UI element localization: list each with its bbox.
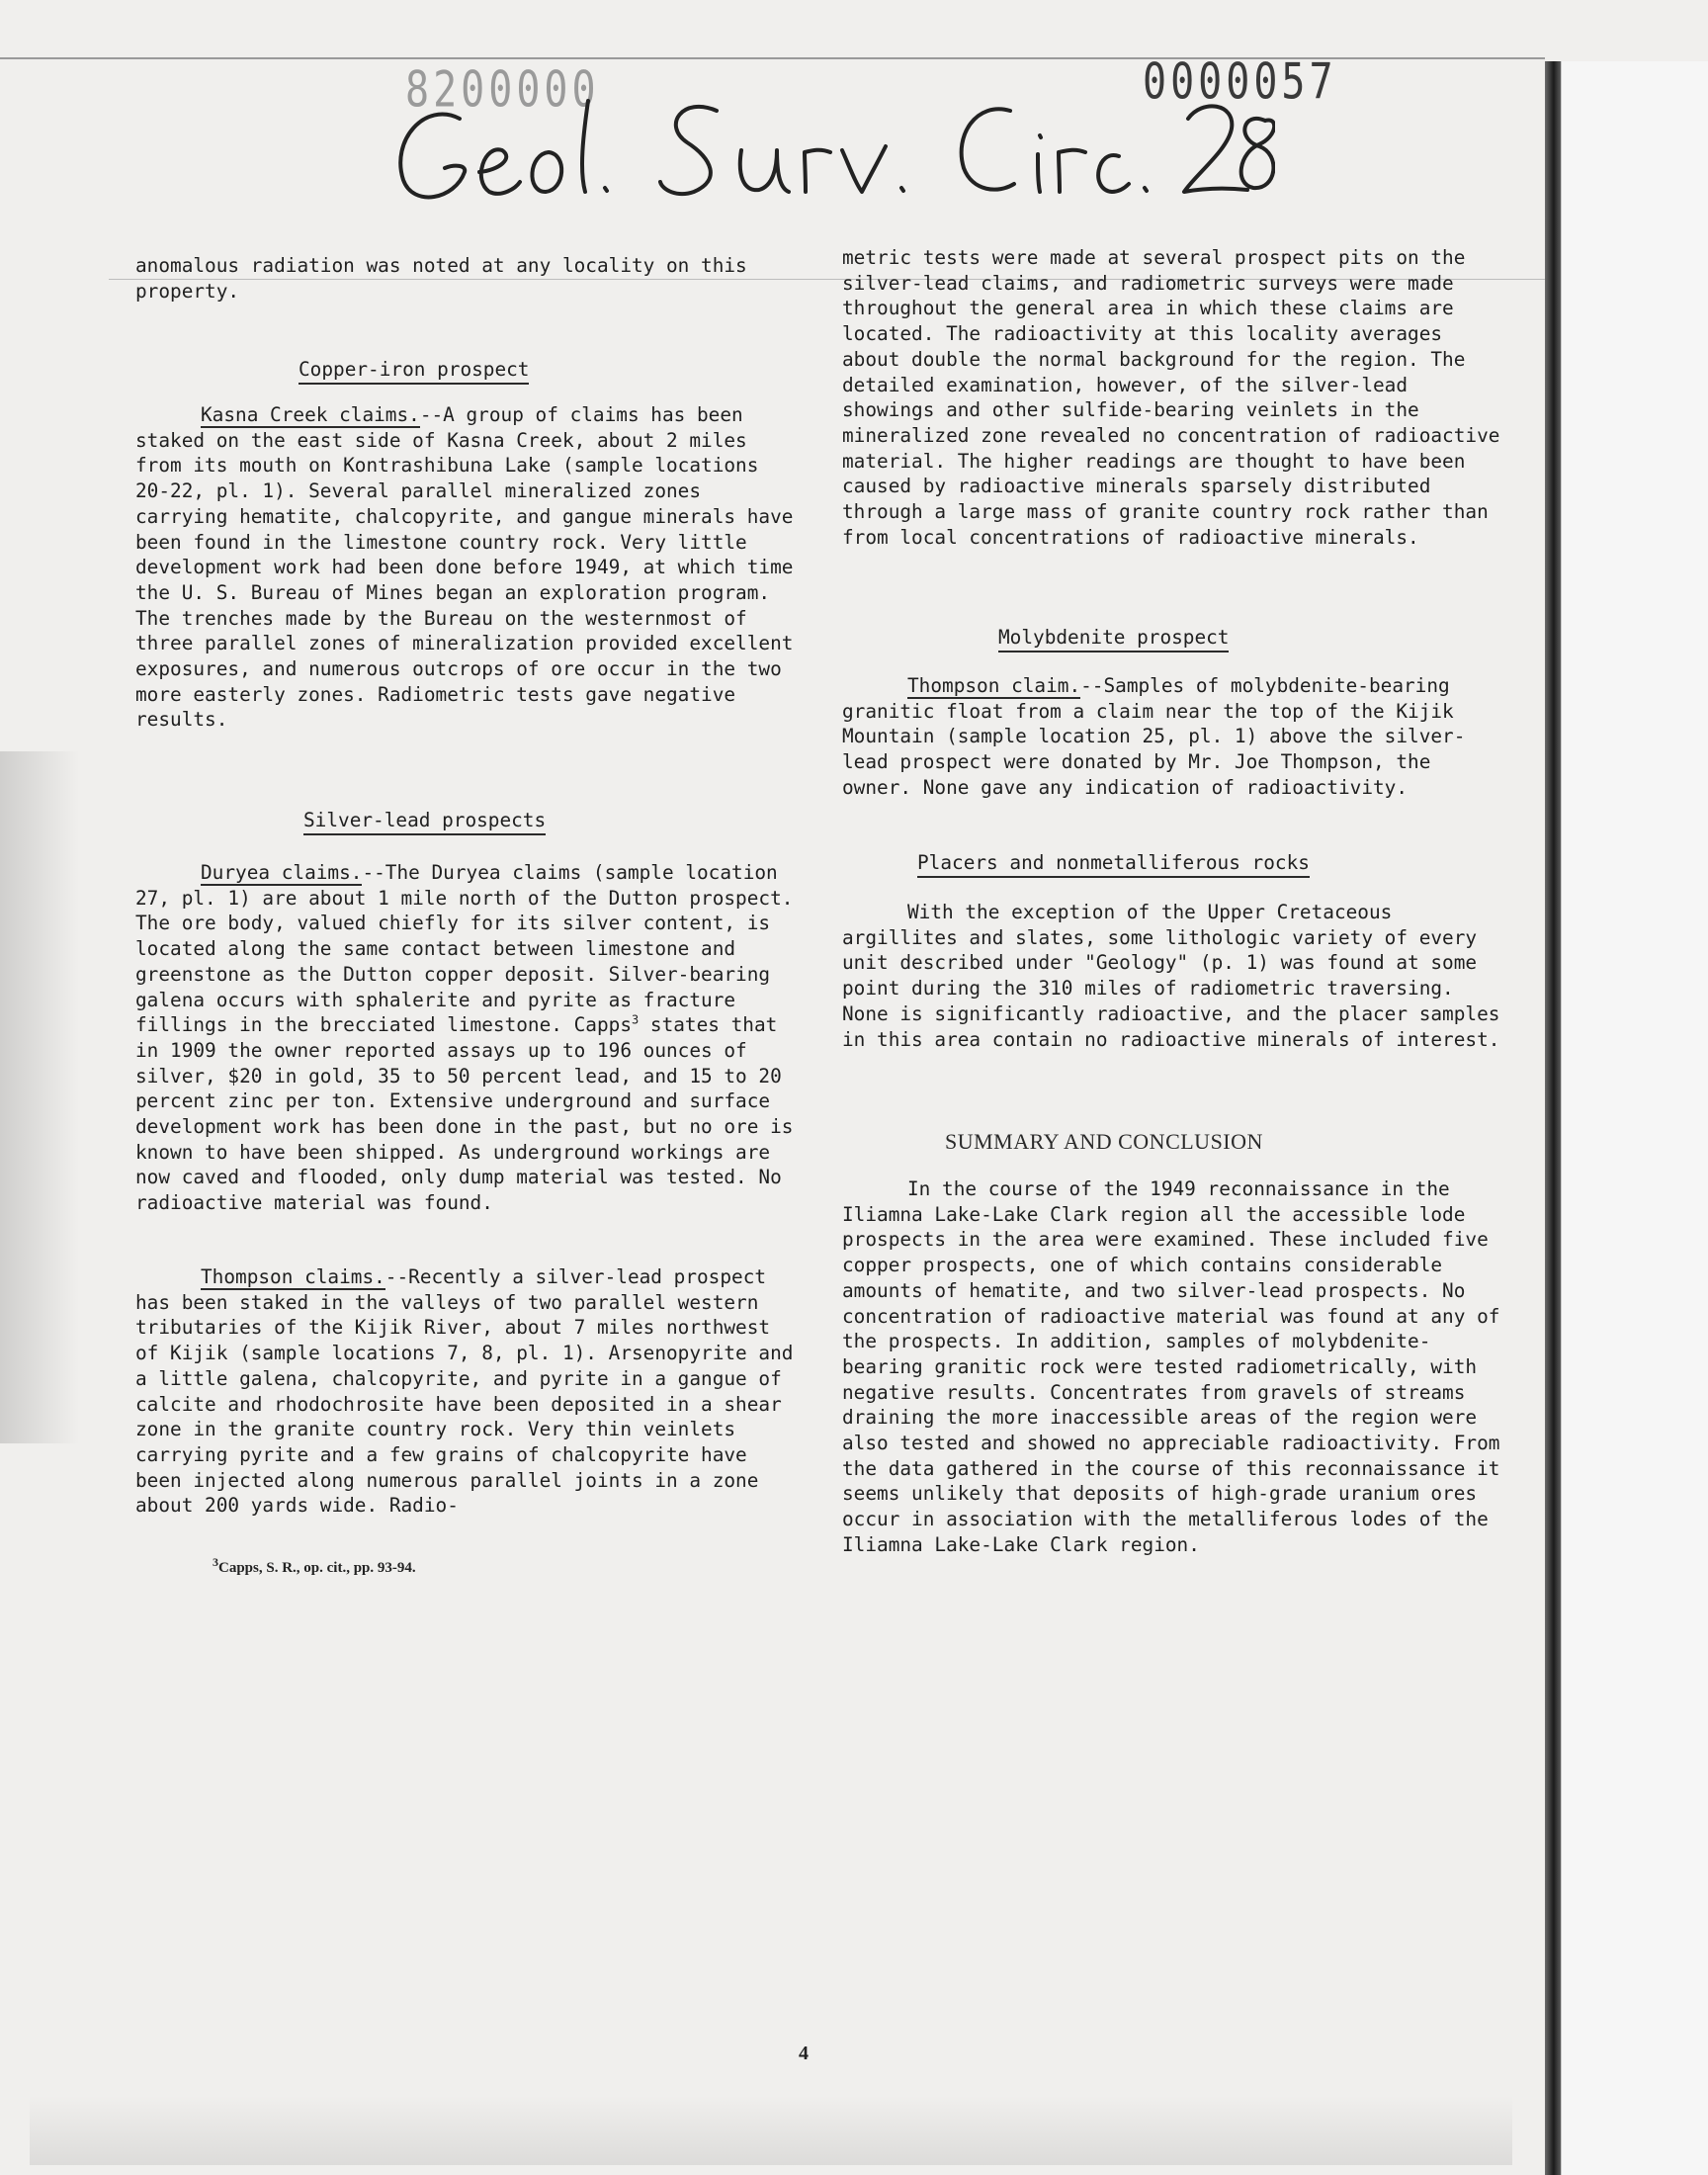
footnote-reference: 3 — [632, 1012, 640, 1027]
duryea-text-2: states that in 1909 the owner reported assays up to 196 ounces of silver, $20 in gold, 35 to 50 percent lead, and 15 to 20 percent zinc per ton. Extensive underground and surface development work has been done in the past, but no ore is known to have been shipped. As underground workings are now caved and flooded, only dump material was tested. No radioactive material was found. — [135, 1013, 794, 1215]
footnote — [213, 1555, 707, 1577]
summary-paragraph — [842, 1176, 1506, 1558]
stamp-code-left: 8200000 — [405, 61, 600, 119]
scan-smudge — [0, 751, 79, 1443]
placers-paragraph — [842, 900, 1506, 1052]
section-heading-placers: Placers and nonmetalliferous rocks — [917, 851, 1310, 878]
kasna-creek-paragraph — [135, 402, 798, 733]
right-continuation — [842, 245, 1506, 550]
molybdenite-section — [842, 673, 1506, 801]
claim-title-thompson: Thompson claims. — [201, 1265, 385, 1288]
summary-text: In the course of the 1949 reconnaissance in the Iliamna Lake-Lake Clark region all the accessible lode prospects in the area were examined. These included five copper prospects, one of which contains considerable amounts of hematite, and two silver-lead prospects. No concentration of radioactive material was found at any of the prospects. In addition, samples of molybdenite-bearing granitic rock were tested radiometrically, with negative results. Concentrates from gravels of streams draining the more inaccessible areas of the region were also tested and showed no appreciable radioactivity. From the data gathered in the course of this reconnaissance it seems unlikely that deposits of high-grade uranium ores occur in association with the metalliferous lodes of the Iliamna Lake-Lake Clark region. — [842, 1177, 1500, 1556]
left-intro — [135, 253, 798, 304]
thompson-claim-paragraph — [842, 673, 1506, 801]
thompson-claims-section — [135, 1264, 798, 1519]
placers-section — [842, 900, 1506, 1052]
section-heading-copper-iron: Copper-iron prospect — [299, 358, 529, 385]
claim-title-thompson-claim: Thompson claim. — [907, 674, 1081, 697]
copper-iron-section — [135, 402, 798, 733]
stamp-code-right: 0000057 — [1143, 53, 1337, 111]
handwritten-title — [385, 81, 1275, 210]
placers-text: With the exception of the Upper Cretaceous argillites and slates, some lithologic variety of every unit described under "Geology" (p. 1) was found at some point during the 310 miles of radiometric traversing. None is significantly radioactive, and the placer samples in this area contain no radioactive minerals of interest. — [842, 901, 1500, 1051]
scan-smudge-bottom — [30, 2096, 1512, 2165]
claim-title-kasna-creek: Kasna Creek claims. — [201, 403, 420, 426]
page-number: 4 — [799, 2043, 809, 2064]
intro-paragraph: anomalous radiation was noted at any locality on this property. — [135, 254, 747, 303]
thompson-claim-text: --Samples of molybdenite-bearing granitic float from a claim near the top of the Kijik Mountain (sample location 25, pl. 1) above the silver-lead prospect were donated by Mr. Joe Thompson, the owner. None gave any indication of radioactivity. — [842, 674, 1466, 799]
footnote-text: Capps, S. R., op. cit., pp. 93-94. — [218, 1560, 416, 1576]
thompson-claims-paragraph — [135, 1264, 798, 1519]
claim-title-duryea: Duryea claims. — [201, 861, 363, 884]
page-edge-shadow — [1545, 61, 1561, 2175]
section-heading-silver-lead: Silver-lead prospects — [303, 809, 546, 835]
duryea-text-1: --The Duryea claims (sample location 27, pl. 1) are about 1 mile north of the Dutton prospect. The ore body, valued chiefly for its silver content, is located along the same contact between limestone and greenstone as the Dutton copper deposit. Silver-bearing galena occurs with sphalerite and pyrite as fracture fillings in the brecciated limestone. Capps — [135, 861, 794, 1037]
thompson-claims-text: --Recently a silver-lead prospect has been staked in the valleys of two parallel western tributaries of the Kijik River, about 7 miles northwest of Kijik (sample locations 7, 8, pl. 1). Arsenopyrite and a little galena, chalcopyrite, and pyrite in a gangue of calcite and rhodochrosite have been deposited in a shear zone in the granite country rock. Very thin veinlets carrying pyrite and a few grains of chalcopyrite have been injected along numerous parallel joints in a zone about 200 yards wide. Radio- — [135, 1265, 794, 1518]
continuation-paragraph: metric tests were made at several prospect pits on the silver-lead claims, and radiometric surveys were made throughout the general area in which these claims are located. The radioactivity at this locality averages about double the normal background for the region. The detailed examination, however, of the silver-lead showings and other sulfide-bearing veinlets in the mineralized zone revealed no concentration of radioactive material. The higher readings are thought to have been caused by radioactive minerals sparsely distributed through a large mass of granite country rock rather than from local concentrations of radioactive minerals. — [842, 246, 1500, 549]
duryea-paragraph — [135, 860, 798, 1216]
page-margin-strip — [1561, 61, 1708, 2175]
section-heading-molybdenite: Molybdenite prospect — [998, 626, 1229, 652]
footnote-marker: 3 — [213, 1555, 218, 1569]
kasna-creek-text: --A group of claims has been staked on the east side of Kasna Creek, about 2 miles from its mouth on Kontrashibuna Lake (sample locations 20-22, pl. 1). Several parallel mineralized zones carrying hematite, chalcopyrite, and gangue minerals have been found in the limestone country rock. Very little development work had been done before 1949, at which time the U. S. Bureau of Mines began an exploration program. The trenches made by the Bureau on the westernmost of three parallel zones of mineralization provided excellent exposures, and numerous outcrops of ore occur in the two more easterly zones. Radiometric tests gave negative results. — [135, 403, 794, 732]
section-heading-summary: SUMMARY AND CONCLUSION — [945, 1129, 1263, 1154]
summary-section — [842, 1176, 1506, 1558]
silver-lead-section — [135, 860, 798, 1216]
